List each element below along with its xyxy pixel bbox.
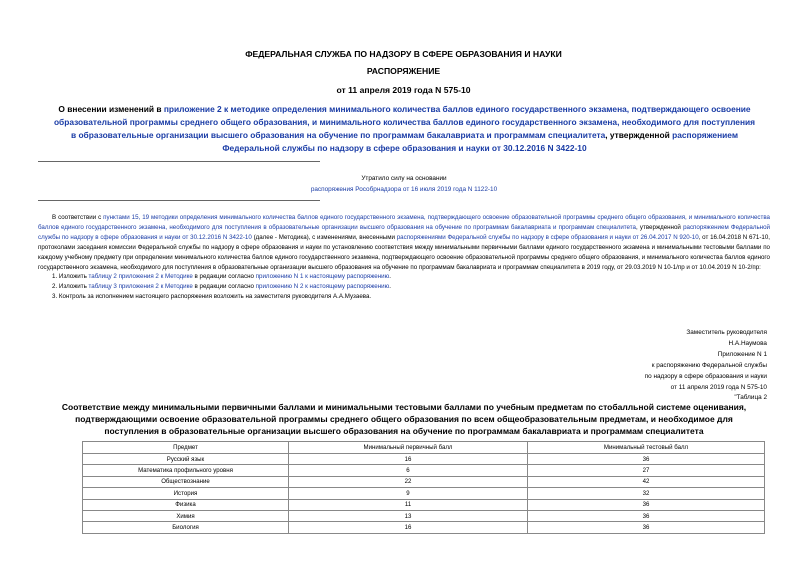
body-paragraph-1 xyxy=(38,213,770,272)
cell-primary: 16 xyxy=(289,454,528,465)
cell-subject: Математика профильного уровня xyxy=(83,465,289,476)
scores-table xyxy=(82,441,765,534)
subject-link-order[interactable]: распоряжением Федеральной службы по надзору в сфере образования и науки от 30.12.2016 N 3422-10 xyxy=(222,130,739,153)
cell-primary: 22 xyxy=(289,476,528,487)
item1-text-c: . xyxy=(389,273,391,281)
item1-text-a: 1. Изложить xyxy=(52,273,89,281)
header-min-primary: Минимальный первичный балл xyxy=(289,442,528,454)
header-min-test: Минимальный тестовый балл xyxy=(528,442,765,454)
header-subject: Предмет xyxy=(83,442,289,454)
agency-title: ФЕДЕРАЛЬНАЯ СЛУЖБА ПО НАДЗОРУ В СФЕРЕ ОБРАЗОВАНИЯ И НАУКИ xyxy=(245,49,562,59)
item2-text-c: . xyxy=(389,283,391,291)
lost-force-link[interactable]: распоряжения Рособрнадзора от 16 июля 2019 года N 1122-10 xyxy=(310,186,498,193)
p1-link-method-points[interactable]: пунктами 15, 19 методики определения минимального количества баллов единого государственного экзамена, подтверждающего освоение образовательной программы среднего общего образования, и минимального количества баллов единого государственного экзамена, необходимого для поступления в образовательные организации высшего образования на обучение по программам бакалавриата и программам специалитета xyxy=(38,214,771,231)
cell-primary: 6 xyxy=(289,465,528,476)
item2-text-b: в редакции согласно xyxy=(192,283,256,291)
p1-text-d: , от 16.04.2018 N 671-10, протоколами заседания комиссии Федеральной службы по надзору в сфере образования и науки по установлению соответствия между минимальными первичными баллами единого государственного экзамена и минимальными тестовыми баллами по каждому учебному предмету при определении минимального количества баллов единого государственного экзамена, подтверждающего освоение образовательной программы среднего общего образования, и минимального количества баллов единого государственного экзамена, необходимого для поступления в образовательные организации высшего образования на обучение по программам бакалавриата и программам специалитета в 2019 году, от 29.03.2019 N 10-1/пр и от 10.04.2019 N 10-2/пр: xyxy=(38,233,771,271)
document-body xyxy=(38,213,770,302)
cell-subject: История xyxy=(83,488,289,499)
cell-primary: 11 xyxy=(289,499,528,510)
body-item-2 xyxy=(38,282,770,292)
cell-subject: Химия xyxy=(83,510,289,521)
table-row xyxy=(83,454,765,465)
cell-primary: 13 xyxy=(289,510,528,521)
table-row xyxy=(83,499,765,510)
lost-force-line1: Утратило силу на основании xyxy=(361,175,447,182)
appendix-ref-line2: по надзору в сфере образования и науки xyxy=(644,372,767,380)
appendix-ref-date: от 11 апреля 2019 года N 575-10 xyxy=(670,383,767,391)
item2-link-table[interactable]: таблицу 3 приложения 2 к Методике xyxy=(88,283,193,291)
divider-top xyxy=(38,161,320,162)
table-row xyxy=(83,488,765,499)
table-row xyxy=(83,476,765,487)
cell-subject: Биология xyxy=(83,522,289,533)
p1-text-a: В соответствии с xyxy=(52,214,104,221)
table-row xyxy=(83,510,765,521)
cell-test: 42 xyxy=(528,476,765,487)
body-item-3: 3. Контроль за исполнением настоящего распоряжения возложить на заместителя руководителя А.А.Музаева. xyxy=(52,293,372,301)
document-type: РАСПОРЯЖЕНИЕ xyxy=(366,66,441,76)
document-subject xyxy=(52,103,757,155)
body-item-1 xyxy=(38,272,770,282)
signer-name: Н.А.Наумова xyxy=(728,339,767,347)
p1-text-b: , утвержденной xyxy=(636,223,684,231)
subject-mid: , утвержденной xyxy=(605,130,673,140)
subject-prefix: О внесении изменений в xyxy=(58,104,164,114)
subject-link-appendix[interactable]: приложение 2 к методике определения минимального количества баллов единого государственного экзамена, подтверждающего освоение образовательной программы среднего общего образования, и минимального количества баллов единого государственного экзамена, необходимого для поступления в образовательные организации высшего образования на обучение по программам бакалавриата и программам специалитета xyxy=(53,104,756,140)
appendix-label: Приложение N 1 xyxy=(717,350,767,358)
appendix-ref-line1: к распоряжению Федеральной службы xyxy=(651,361,767,369)
p1-link-order[interactable]: распоряжением Федеральной службы по надзору в сфере образования и науки от 30.12.2016 N 3422-10 xyxy=(38,223,770,241)
signature-block xyxy=(467,328,767,404)
item1-link-table[interactable]: таблицу 2 приложения 2 к Методике xyxy=(88,273,193,281)
cell-test: 36 xyxy=(528,522,765,533)
item1-link-appendix[interactable]: приложению N 1 к настоящему распоряжению xyxy=(255,273,390,281)
item2-text-a: 2. Изложить xyxy=(52,283,89,291)
p1-text-c: (далее - Методика), с изменениями, внесенными xyxy=(251,233,397,241)
cell-test: 32 xyxy=(528,488,765,499)
cell-subject: Обществознание xyxy=(83,476,289,487)
table-header-row xyxy=(83,442,765,454)
cell-primary: 9 xyxy=(289,488,528,499)
divider-bottom xyxy=(38,200,320,201)
table-row xyxy=(83,465,765,476)
table-row xyxy=(83,522,765,533)
p1-link-amendments[interactable]: распоряжениями Федеральной службы по надзору в сфере образования и науки от 26.04.2017 N 920-10 xyxy=(396,233,699,241)
cell-test: 36 xyxy=(528,454,765,465)
lost-force-note xyxy=(38,173,770,195)
item1-text-b: в редакции согласно xyxy=(192,273,256,281)
cell-test: 36 xyxy=(528,510,765,521)
document-date: от 11 апреля 2019 года N 575-10 xyxy=(336,85,471,95)
table-title: Соответствие между минимальными первичными баллами и минимальными тестовыми баллами по учебным предметам по стобалльной системе оценивания, подтверждающими освоение образовательной программы среднего общего образования по всем общеобразовательным предметам, и необходимое для поступления в образовательные организации высшего образования на обучение по программам бакалавриата и программам специалитета xyxy=(61,402,747,437)
table-number-label: "Таблица 2 xyxy=(734,394,767,402)
cell-subject: Русский язык xyxy=(83,454,289,465)
item2-link-appendix[interactable]: приложению N 2 к настоящему распоряжению xyxy=(255,283,390,291)
signer-title: Заместитель руководителя xyxy=(686,329,767,336)
cell-primary: 16 xyxy=(289,522,528,533)
cell-test: 27 xyxy=(528,465,765,476)
cell-subject: Физика xyxy=(83,499,289,510)
cell-test: 36 xyxy=(528,499,765,510)
